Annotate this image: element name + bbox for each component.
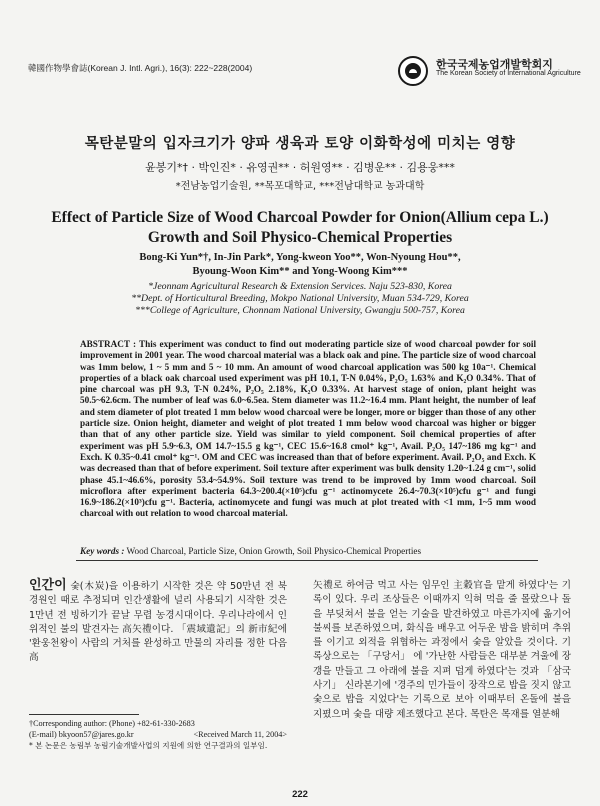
page-number: 222	[292, 789, 308, 800]
footnote-email: (E-mail) bkyoon57@jares.go.kr	[29, 730, 134, 740]
paper-title-kr: 목탄분말의 입자크기가 양파 생육과 토양 이화학성에 미치는 영향	[84, 136, 516, 152]
body-column-right	[313, 579, 571, 722]
footnote-received: <Received March 11, 2004>	[193, 730, 287, 740]
affil-en-3: ***College of Agriculture, Chonnam National University, Gwangju 500-757, Korea	[135, 305, 465, 316]
authors-en-line-2: Byoung-Woon Kim** and Yong-Woong Kim***	[192, 265, 408, 277]
affiliations-kr: *전남농업기술원, **목포대학교, ***전남대학교 농과대학	[175, 181, 425, 192]
footnote-corresponding: †Corresponding author: (Phone) +82-61-330-2683	[29, 719, 195, 728]
body-right-text: 矢禮로 하여금 먹고 사는 임무인 主穀官을 맡게 하였다'는 기록이 있다. 우리 조상들은 이때까지 익혀 먹을 줄 몰랐으나 돌을 부딪쳐서 불을 얻는 기술을 발견하였고 마른가지에 옮기어 불씨를 보존하였으며, 화식을 배우고 어두운 밤을 밝히며 추위를 이기고 외적을 위협하는 과정에서 숯을 알았을 것이다. 기록상으로는 「구당서」 에 '가난한 사람들은 대부분 겨울에 장갱을 만들고 그 아래에 불을 지펴 덥게 하였다'는 것과 「삼국사기」 신라본기에 '경주의 민가들이 장작으로 밥을 짓지 않고 숯으로 밥을 지었다'는 기록으로 보아 이때부터 온돌에 불을 지폈으며 숯을 대량 제조했다고 본다. 목탄은 목재를 열분해	[313, 580, 571, 720]
authors-en	[30, 251, 570, 278]
section-divider	[76, 560, 538, 561]
keywords	[80, 546, 536, 557]
society-logo	[398, 54, 588, 90]
paper-title-en	[30, 208, 570, 248]
affil-en-2: **Dept. of Horticultural Breeding, Mokpo National University, Muan 534-729, Korea	[131, 293, 469, 304]
society-emblem-icon	[398, 56, 428, 86]
title-en-line-2: Growth and Soil Physico-Chemical Properties	[147, 229, 453, 246]
body-column-left	[29, 579, 287, 666]
keywords-label: Key words :	[80, 546, 125, 556]
footnote-support: * 본 논문은 농림부 농림기술개발사업의 지원에 의한 연구결과의 일부임.	[29, 741, 268, 751]
society-name-kr: 한국국제농업개발학회지	[436, 58, 553, 71]
journal-citation: 韓國作物學會誌(Korean J. Intl. Agri.), 16(3): 222~228(2004)	[28, 63, 253, 73]
authors-kr: 윤봉기*† · 박인진* · 유영권** · 허원영** · 김병운** · 김용웅***	[145, 161, 455, 174]
title-en-line-1: Effect of Particle Size of Wood Charcoal Powder for Onion(Allium cepa L.)	[51, 209, 549, 226]
abstract	[80, 339, 536, 520]
keywords-text: Wood Charcoal, Particle Size, Onion Growth, Soil Physico-Chemical Properties	[126, 546, 422, 556]
abstract-label: ABSTRACT :	[80, 339, 137, 349]
footnote-divider	[29, 714, 139, 715]
footnote	[29, 718, 287, 751]
abstract-text: This experiment was conduct to find out moderating particle size of wood charcoal powder for soil improvement in 2001 year. The wood charcoal material was a black oak and pine. The particle size of wood charcoal was 1mm below, 1 ~ 5 mm and 5 ~ 10 mm. An amount of wood charcoal application was 500 kg 10a⁻¹. Chemical properties of a black oak charcoal used experiment was pH 10.1, T-N 0.04%, P₂O₅ 1.63% and K₂O 0.34%. That of pine charcoal was pH 9.3, T-N 0.24%, P₂O₅ 2.18%, K₂O 0.33%. At harvest stage of onion, plant height was 50.5~62.6cm. The number of leaf was 6.0~6.5ea. Stem diameter was 11.2~16.4 mm. Plant height, the number of leaf and stem diameter of plot treated 1 mm below wood charcoal were be longer, more or bigger than those of any other particle size. Onion height, diameter and weight of plot treated 1 mm below wood charcoal was higher or bigger than that of any other particle size. Yield was similar to yield component. Soil chemical properties of after experiment was pH 5.9~6.3, OM 14.7~15.5 g kg⁻¹, CEC 15.6~16.8 cmol⁺ kg⁻¹, Avail. P₂O₅ 147~186 mg kg⁻¹ and Exch. K 0.35~0.41 cmol⁺ kg⁻¹. OM and CEC was increased than that of before experiment. Avail. P₂O₅ and Exch. K was decreased than that of before experiment. Soil texture after experiment was bulk density 1.20~1.24 g cm⁻¹, solid phase 45.1~46.6%, porosity 53.4~54.9%. Soil texture was trend to be improved by 1mm wood charcoal. Soil microflora after experiment bacteria 64.3~200.4(×10⁵)cfu g⁻¹ actinomycete 26.4~70.3(×10⁵)cfu g⁻¹ and fungi 16.9~186.2(×10³)cfu g⁻¹. Bacteria, actinomycete and fungi was much at plot treated with <1 mm, 1~5 mm wood charcoal with out relation to wood charcoal material.	[80, 339, 537, 519]
affil-en-1: *Jeonnam Agricultural Research & Extension Services. Naju 523-830, Korea	[148, 281, 452, 292]
society-name-en: The Korean Society of International Agriculture	[436, 70, 581, 77]
authors-en-line-1: Bong-Ki Yun*†, In-Jin Park*, Yong-kweon Yoo**, Won-Nyoung Hou**,	[139, 252, 461, 263]
affiliations-en	[30, 281, 570, 317]
body-lead-word: 인간이	[29, 578, 67, 593]
body-left-text: 숯(木炭)을 이용하기 시작한 것은 약 50만년 전 북경원인 때로 추정되며 인간생활에 널리 사용되기 시작한 것은 1만년 전 빙하기가 끝날 무렵 농경시대이다. 우리나라에서 인위적인 불의 발견자는 高矢禮이다. 「震域遺記」의 新市紀에 '환웅천왕이 사람의 거처를 완성하고 만물의 자리를 정한 다음 高	[29, 581, 287, 664]
